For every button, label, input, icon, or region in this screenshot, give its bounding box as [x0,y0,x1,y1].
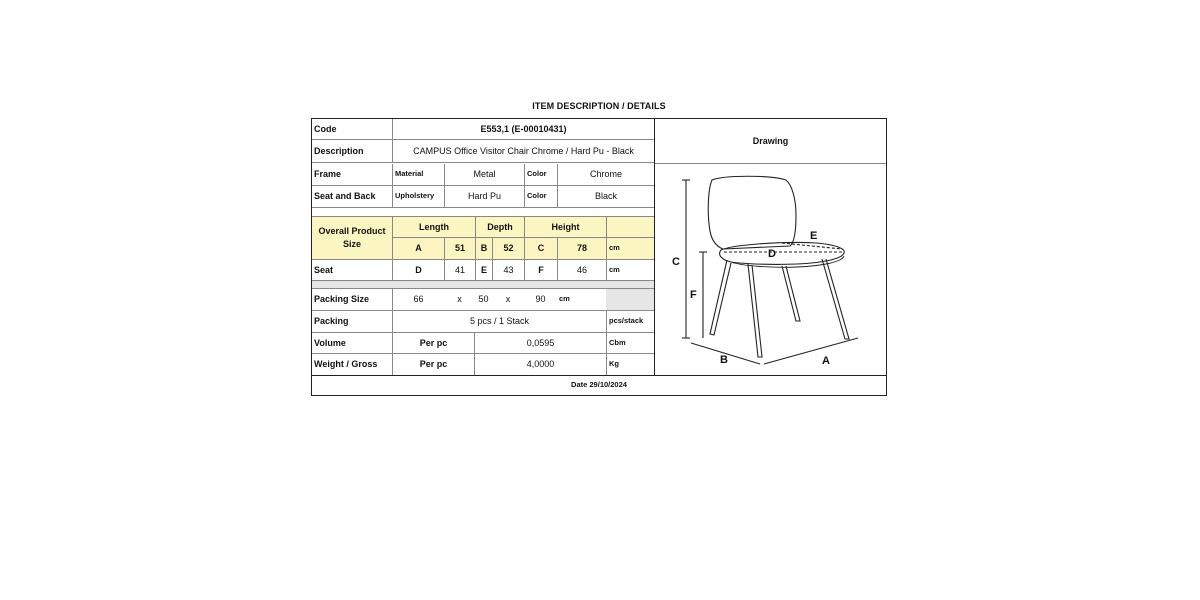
seat-unit: cm [606,260,654,281]
dim-c-letter: C [524,238,557,260]
weight-value: 4,0000 [474,354,606,375]
backrest-outline [708,176,796,249]
packing-label: Packing [312,311,392,333]
packing-size-label: Packing Size [312,289,392,311]
packing-size-unit: cm [557,289,606,311]
dim-a-line [764,338,858,364]
code-label: Code [312,119,392,140]
seat-outline [720,242,845,264]
frame-material-label: Material [392,164,444,186]
seat-back-color-label: Color [524,186,557,208]
height-header: Height [524,217,606,238]
date-stamp: Date 29/10/2024 [312,375,886,395]
dim-a-letter: A [392,238,444,260]
description-label: Description [312,140,392,163]
seat-back-color-value: Black [557,186,654,208]
volume-unit: Cbm [606,333,654,354]
dim-f-letter: F [524,260,557,281]
dim-e-value: 43 [492,260,524,281]
dim-c-value: 78 [557,238,606,260]
upholstery-label: Upholstery [392,186,444,208]
dim-label-b: B [720,354,728,366]
dim-d-letter: D [392,260,444,281]
leg-back-left [782,266,800,321]
seat-back-label: Seat and Back [312,186,392,208]
packing-sep-2: x [492,289,524,311]
volume-value: 0,0595 [474,333,606,354]
weight-unit: Kg [606,354,654,375]
packing-length: 66 [392,289,444,311]
dim-e-letter: E [475,260,492,281]
packing-unit: pcs/stack [606,311,654,333]
seat-label: Seat [312,260,392,281]
code-value: E553,1 (E-00010431) [392,119,654,140]
overall-unit: cm [606,238,654,260]
dim-a-value: 51 [444,238,475,260]
leg-back-right [822,259,849,339]
drawing-label: Drawing [752,135,789,146]
upholstery-value: Hard Pu [444,186,524,208]
leg-front-left [710,260,731,335]
frame-color-value: Chrome [557,164,654,186]
weight-label: Weight / Gross [314,359,378,370]
chair-drawing [312,119,886,375]
packing-depth: 50 [475,289,492,311]
frame-color-label: Color [524,164,557,186]
sheet-title: ITEM DESCRIPTION / DETAILS [532,101,666,111]
dim-label-a: A [822,355,830,367]
dim-b-value: 52 [492,238,524,260]
item-details-sheet [311,118,887,396]
packing-height: 90 [524,289,557,311]
length-header: Length [392,217,475,238]
dim-label-e: E [810,230,818,242]
dim-f-value: 46 [557,260,606,281]
dim-label-f: F [690,289,697,301]
dim-label-c: C [672,256,680,268]
weight-per: Per pc [392,354,474,375]
packing-sep-1: x [444,289,475,311]
volume-label: Volume [312,333,392,354]
dim-b-letter: B [475,238,492,260]
description-value: CAMPUS Office Visitor Chair Chrome / Hard Pu - Black [392,140,654,163]
frame-material-value: Metal [444,164,524,186]
dim-d-value: 41 [444,260,475,281]
depth-header: Depth [475,217,524,238]
leg-front-right [748,264,762,357]
dim-label-d: D [768,248,776,260]
packing-value: 5 pcs / 1 Stack [392,311,606,333]
frame-label: Frame [312,164,392,186]
overall-size-label: Overall Product Size [312,217,392,260]
volume-per: Per pc [392,333,474,354]
